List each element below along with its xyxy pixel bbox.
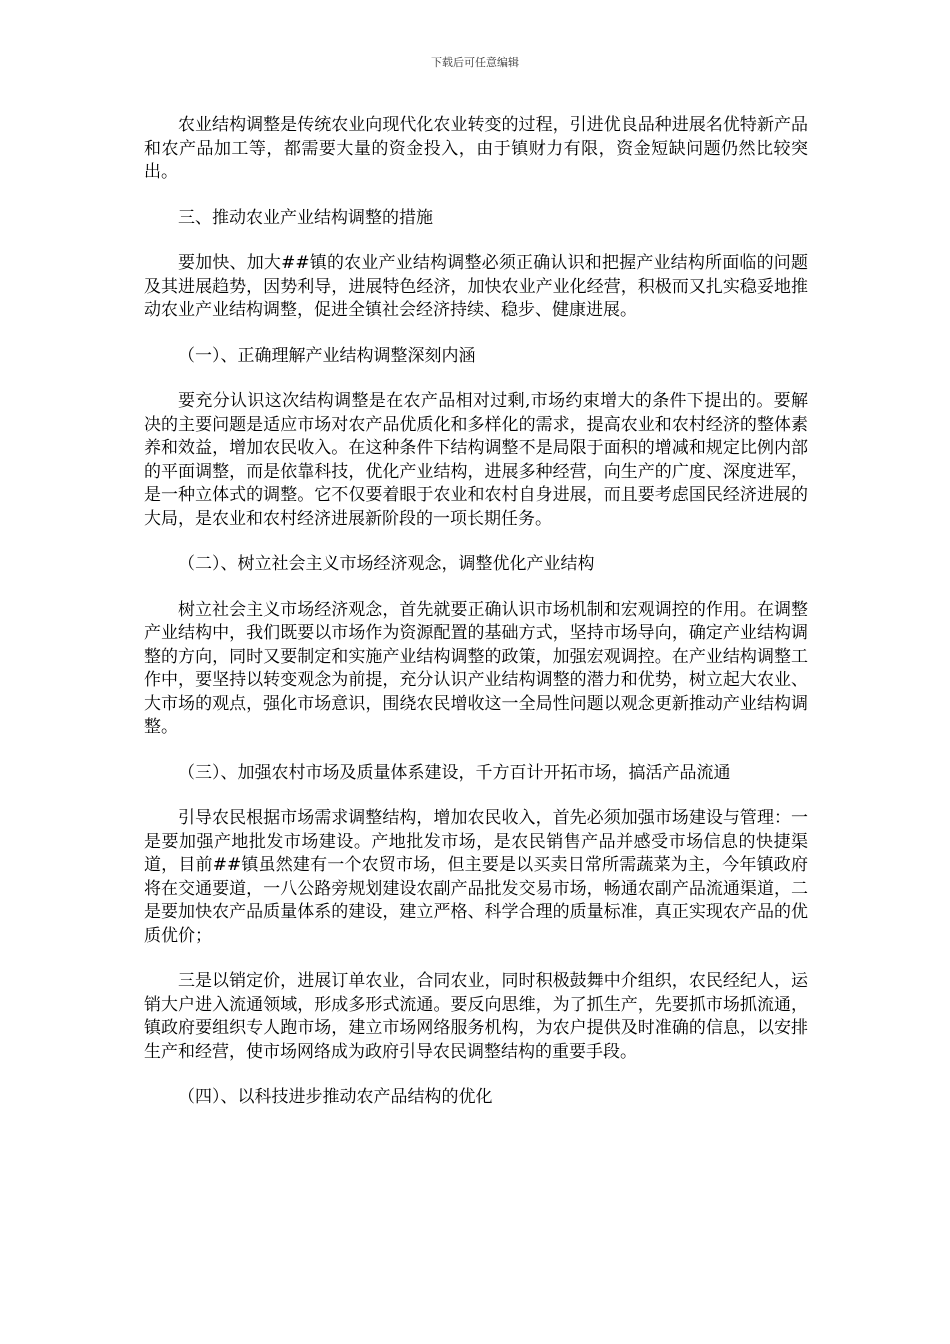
document-body	[144, 114, 808, 1132]
subheading-1: （一）、正确理解产业结构调整深刻内涵	[178, 345, 476, 366]
paragraph-measures-intro: 要加快、加大##镇的农业产业结构调整必须正确认识和把握产业结构所面临的问题及其进展趋势，因势利导，进展特色经济，加快农业产业化经营，积极而又扎实稳妥地推动农业产业结构调整，促进全镇社会经济持续、稳步、健康进展。	[144, 253, 808, 320]
page-header: 下载后可任意编辑	[431, 56, 519, 69]
paragraph-market-building: 引导农民根据市场需求调整结构，增加农民收入，首先必须加强市场建设与管理：一是要加强产地批发市场建设。产地批发市场，是农民销售产品并感受市场信息的快捷渠道，目前##镇虽然建有一个农贸市场，但主要是以买卖日常所需蔬菜为主，今年镇政府将在交通要道，一八公路旁规划建设农副产品批发交易市场，畅通农副产品流通渠道，二是要加快农产品质量体系的建设，建立严格、科学合理的质量标准，真正实现农产品的优质优价；	[144, 808, 808, 946]
subheading-3: （三）、加强农村市场及质量体系建设，千方百计开拓市场，搞活产品流通	[178, 762, 731, 783]
section-heading-measures: 三、推动农业产业结构调整的措施	[178, 207, 433, 228]
subheading-2: （二）、树立社会主义市场经济观念，调整优化产业结构	[178, 554, 595, 574]
paragraph-understanding: 要充分认识这次结构调整是在农产品相对过剩,市场约束增大的条件下提出的。要解决的主要问题是适应市场对农产品优质化和多样化的需求，提高农业和农村经济的整体素养和效益，增加农民收入。在这种条件下结构调整不是局限于面积的增减和规定比例内部的平面调整，而是依靠科技，优化产业结构，进展多种经营，向生产的广度、深度进军，是一种立体式的调整。它不仅要着眼于农业和农村自身进展，而且要考虑国民经济进展的大局，是农业和农村经济进展新阶段的一项长期任务。	[144, 391, 808, 529]
paragraph-market-concept: 树立社会主义市场经济观念，首先就要正确认识市场机制和宏观调控的作用。在调整产业结构中，我们既要以市场作为资源配置的基础方式，坚持市场导向，确定产业结构调整的方向，同时又要制定和实施产业结构调整的政策，加强宏观调控。在产业结构调整工作中，要坚持以转变观念为前提，充分认识产业结构调整的潜力和优势，树立起大农业、大市场的观点，强化市场意识，围绕农民增收这一全局性问题以观念更新推动产业结构调整。	[144, 599, 808, 737]
paragraph-order-agriculture: 三是以销定价，进展订单农业，合同农业，同时积极鼓舞中介组织，农民经纪人，运销大户进入流通领域，形成多形式流通。要反向思维，为了抓生产，先要抓市场抓流通，镇政府要组织专人跑市场，建立市场网络服务机构，为农户提供及时准确的信息，以安排生产和经营，使市场网络成为政府引导农民调整结构的重要手段。	[144, 971, 808, 1062]
subheading-4: （四）、以科技进步推动农产品结构的优化	[178, 1087, 493, 1107]
paragraph-funding-shortage: 农业结构调整是传统农业向现代化农业转变的过程，引进优良品种进展名优特新产品和农产品加工等，都需要大量的资金投入，由于镇财力有限，资金短缺问题仍然比较突出。	[144, 115, 808, 182]
